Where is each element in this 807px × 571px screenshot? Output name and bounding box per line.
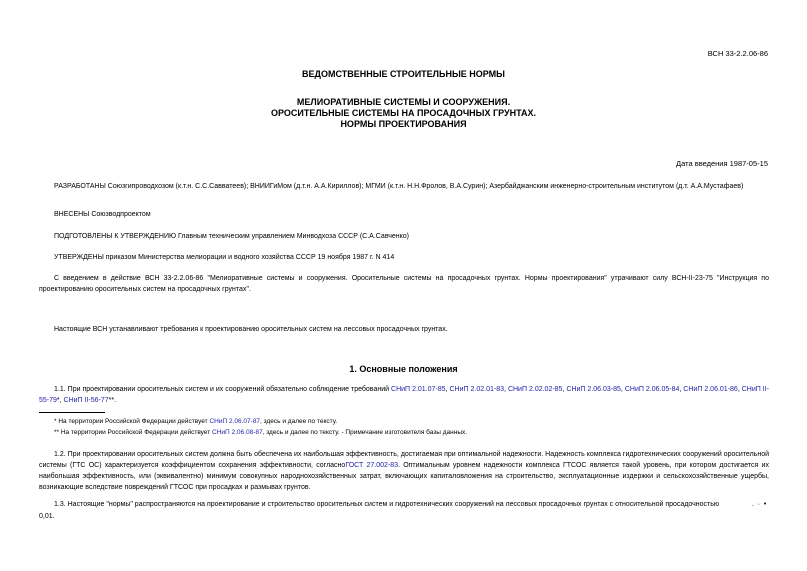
clause-1-3: 1.3. Настоящие "нормы" распространяются на проектирование и строительство оросительных систем и гидротехнических сооружений на лессовых просадочных грунтах с относительной просадочностью: [54, 501, 720, 508]
document-title-line-2: ОРОСИТЕЛЬНЫЕ СИСТЕМЫ НА ПРОСАДОЧНЫХ ГРУНТАХ.: [270, 108, 537, 118]
approved-paragraph: УТВЕРЖДЕНЫ приказом Министерства мелиорации и водного хозяйства СССР 19 ноября 1987 г. N 414: [54, 254, 395, 261]
document-code: ВСН 33-2.2.06-86: [707, 49, 768, 58]
clause-1-1: 1.1. При проектировании оросительных систем и их сооружений обязательно соблюдение требований СНиП 2.01.07-85, СНиП 2.02.01-83, СНиП 2.02.02-85, СНиП 2.06.03-85, СНиП 2.06.05-84, СНиП 2.06.01-86, СНиП II-55-79*, СНиП II-56-77**.: [39, 386, 770, 404]
footnote-1-tail: , здесь и далее по тексту.: [260, 418, 338, 425]
developers-paragraph: РАЗРАБОТАНЫ Союзгипроводхозом (к.т.н. С.С.Савватеев); ВНИИГиМом (д.т.н. А.А.Кириллов); МГМИ (к.т.н. Н.Н.Фролов, В.А.Сурин); Азербайджанским инженерно-строительным институтом (д.т. А.А.Мустафаев): [54, 183, 744, 190]
clause-1-3-tail: 0,01.: [39, 513, 55, 520]
prepared-paragraph: ПОДГОТОВЛЕНЫ К УТВЕРЖДЕНИЮ Главным техническим управлением Минводхоза СССР (С.А.Савченко): [54, 233, 409, 240]
reference-link[interactable]: СНиП 2.02.02-85: [507, 386, 563, 393]
document-title-line-3: НОРМЫ ПРОЕКТИРОВАНИЯ: [340, 119, 467, 129]
introduction-date: Дата введения 1987-05-15: [676, 159, 768, 168]
reference-link[interactable]: СНиП 2.06.03-85: [566, 386, 621, 393]
footnote-2: [54, 428, 467, 438]
gost-link[interactable]: ГОСТ 27.002-83: [345, 462, 399, 469]
footnote-1-text: * На территории Российской Федерации действует: [54, 418, 208, 425]
footnote-2-tail: , здесь и далее по тексту. - Примечание изготовителя базы данных.: [262, 429, 468, 436]
replacement-paragraph: С введением в действие ВСН 33-2.2.06-86 "Мелиоративные системы и сооружения. Оросительные системы на просадочных грунтах. Нормы проектирования" утрачивают силу ВСН-II-23-75 "Инструкция по проектированию оросительных систем на просадочных грунтах".: [39, 275, 769, 293]
clause-1-2: [39, 449, 769, 493]
scope-paragraph: Настоящие ВСН устанавливают требования к проектированию оросительных систем на лессовых просадочных грунтах.: [54, 326, 448, 333]
section-title: 1. Основные положения: [349, 364, 458, 374]
submitted-paragraph: ВНЕСЕНЫ Союзводпроектом: [54, 211, 151, 218]
reference-link[interactable]: СНиП 2.06.01-86: [683, 386, 738, 393]
reference-link[interactable]: СНиП 2.06.05-84: [624, 386, 680, 393]
reference-link[interactable]: СНиП II-56-77: [63, 397, 109, 404]
formula-placeholder: . · •: [752, 501, 768, 508]
clause-1-2-text-a: 1.2. При проектировании оросительных систем должна быть обеспечена их наибольшая эффективность, достигаемая при оптимальной надежности. Надежность комплекса гидротехнических сооружений оросительной системы (ГТС ОС) характеризуется коэффициентом сохранения эффективности, согласно: [39, 451, 769, 469]
clause-1-2-text-b: . Оптимальным уровнем надежности комплекса ГТСОС является такой уровень, при котором достигается их наибольшая эффективность, или (эквивалентно) минимум совокупных народнохозяйственных затрат, включающих капиталовложения на строительство, эксплуатационные издержки и сельскохозяйственные ущербы, возникающие вследствие повреждений ГТСОС при просадках и размывах грунтов.: [39, 462, 769, 491]
footnote-1: [54, 417, 337, 427]
clause-1-1-text: 1.1. При проектировании оросительных систем и их сооружений обязательно соблюдение требований: [54, 386, 390, 393]
document-category-title: ВЕДОМСТВЕННЫЕ СТРОИТЕЛЬНЫЕ НОРМЫ: [302, 69, 505, 79]
footnote-1-link[interactable]: СНиП 2.06.07-87: [209, 418, 261, 425]
reference-link[interactable]: СНиП 2.01.07-85: [391, 386, 446, 393]
footnote-divider: [39, 412, 105, 413]
footnote-2-text: ** На территории Российской Федерации действует: [54, 429, 211, 436]
footnote-2-link[interactable]: СНиП 2.06.08-87: [212, 429, 263, 436]
reference-link[interactable]: СНиП II-55-79: [39, 386, 770, 404]
document-title-line-1: МЕЛИОРАТИВНЫЕ СИСТЕМЫ И СООРУЖЕНИЯ.: [296, 97, 511, 107]
reference-link[interactable]: СНиП 2.02.01-83: [449, 386, 504, 393]
